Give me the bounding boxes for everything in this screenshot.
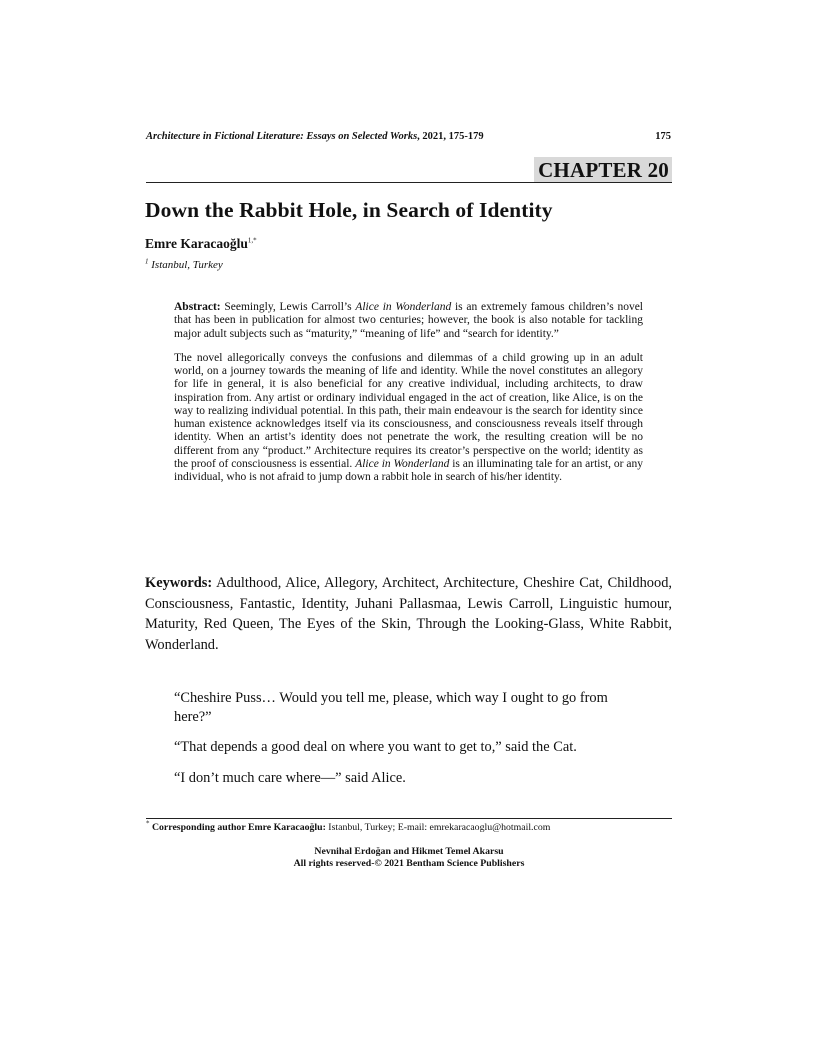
author-marks: 1,* — [247, 236, 257, 245]
header-rule — [146, 182, 672, 183]
publisher-block — [146, 846, 672, 870]
chapter-label: CHAPTER 20 — [534, 157, 672, 182]
abstract-text: The novel allegorically conveys the confusions and dilemmas of a child growing up in an adult world, on a journey towards the meaning of life and identity. While the novel constitutes an allegory for life in general, it is also beneficial for any creative individual, including architects, to draw inspiration from. Any artist or ordinary individual engaged in the act of creation, like Alice, is on the way to realizing individual potential. In this path, their main endeavour is the search for identity since human existence acknowledges itself via its consciousness, and consciousness reveals itself through identity. When an artist’s identity does not penetrate the work, the resulting creation will be no different from any “product.” Architecture requires its creator’s perspective on the world; identity as the proof of consciousness is essential. — [174, 351, 643, 470]
author-name: Emre Karacaoğlu — [145, 236, 248, 251]
footnote-text: Istanbul, Turkey; E-mail: emrekaracaoglu@hotmail.com — [325, 822, 551, 833]
abstract-paragraph-2 — [174, 352, 643, 485]
epigraph-line: “That depends a good deal on where you want to get to,” said the Cat. — [174, 739, 577, 755]
journal-title: Architecture in Fictional Literature: Essays on Selected Works — [146, 131, 418, 142]
footnote — [146, 819, 551, 833]
journal-year-pages: , 2021, 175-179 — [417, 131, 484, 142]
abstract-text: is an extremely famous children’s novel that has been in publication for almost two centuries; however, the book is also notable for tackling major adult subjects such as “maturity,” “meaning of life” and “search for identity.” — [174, 301, 643, 340]
keywords-list: Adulthood, Alice, Allegory, Architect, Architecture, Cheshire Cat, Childhood, Consciousness, Fantastic, Identity, Juhani Pallasmaa, Lewis Carroll, Linguistic humour, Maturity, Red Queen, The Eyes of the Skin, Through the Looking-Glass, White Rabbit, Wonderland. — [145, 575, 672, 653]
affiliation — [145, 259, 223, 271]
footnote-rule — [146, 818, 672, 819]
book-title: Alice in Wonderland — [355, 457, 450, 470]
footnote-mark: * — [146, 819, 150, 828]
chapter-title: Down the Rabbit Hole, in Search of Identity — [145, 198, 553, 222]
abstract-text: Seemingly, Lewis Carroll’s — [220, 301, 356, 313]
keywords-label: Keywords: — [145, 575, 213, 591]
epigraph-line: “I don’t much care where—” said Alice. — [174, 770, 406, 786]
running-head — [146, 131, 671, 142]
author-line — [145, 236, 257, 252]
book-title: Alice in Wonderland — [355, 301, 452, 313]
page-number: 175 — [655, 131, 671, 142]
abstract-paragraph-1 — [174, 301, 643, 341]
rights-line: All rights reserved-© 2021 Bentham Science Publishers — [293, 858, 525, 869]
journal-citation — [146, 131, 484, 142]
abstract — [174, 301, 643, 495]
abstract-label: Abstract: — [174, 301, 221, 313]
epigraph-line: “Cheshire Puss… Would you tell me, please, which way I ought to go from here?” — [174, 690, 608, 725]
footnote-label: Corresponding author Emre Karacaoğlu: — [149, 822, 326, 833]
affiliation-text: Istanbul, Turkey — [151, 259, 223, 271]
keywords — [145, 573, 672, 655]
abstract-text: is an illuminating tale for an artist, or any individual, who is not afraid to jump down a rabbit hole in search of his/her identity. — [174, 457, 644, 483]
editors-line: Nevnihal Erdoğan and Hikmet Temel Akarsu — [314, 846, 504, 857]
affiliation-mark: 1 — [145, 257, 149, 266]
